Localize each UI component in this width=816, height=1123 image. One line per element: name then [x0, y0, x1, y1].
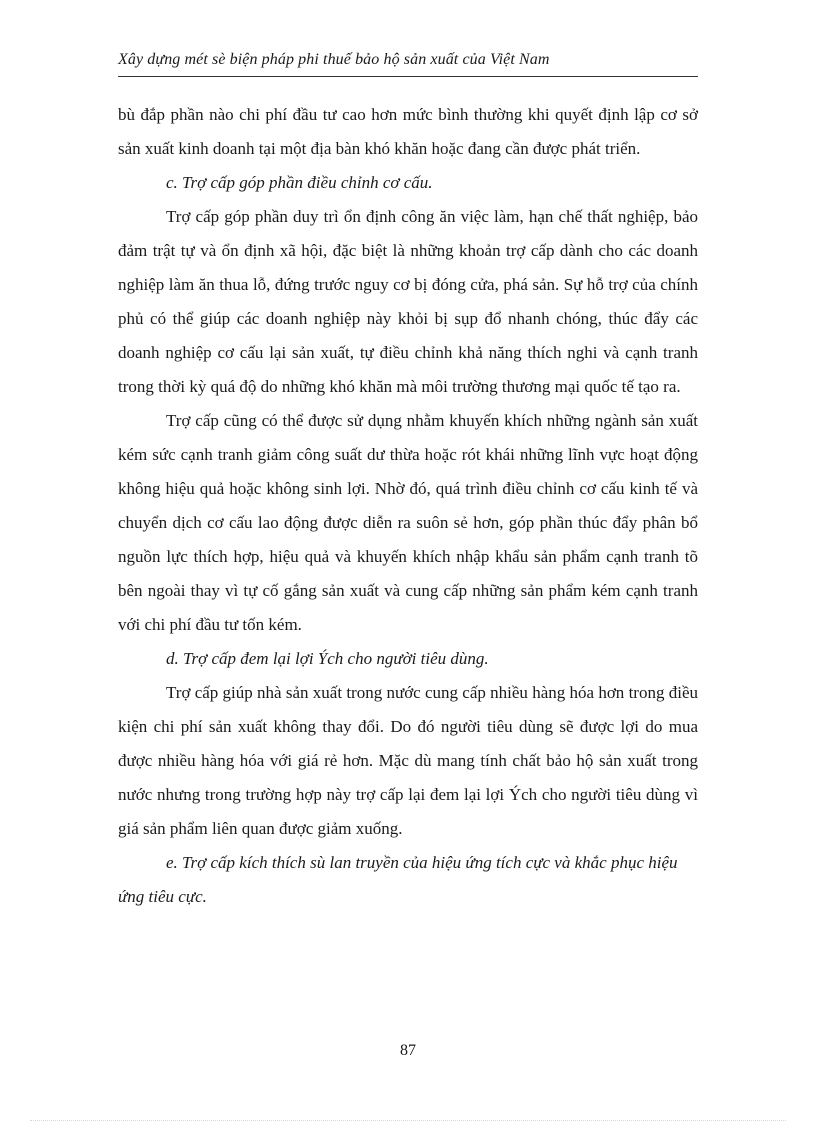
- subsection-heading-c: c. Trợ cấp góp phần điều chỉnh cơ cấu.: [166, 173, 433, 192]
- header-title: Xây dựng mét sè biện pháp phi thuế bảo hộ sản xuất của Việt Nam: [118, 51, 550, 68]
- subsection-heading-e: e. Trợ cấp kích thích sù lan truyền của hiệu ứng tích cực và khắc phục hiệu ứng tiêu cực.: [118, 853, 678, 906]
- body-text: [118, 98, 698, 914]
- paragraph-restructuring-employment: Trợ cấp góp phần duy trì ổn định công ăn việc làm, hạn chế thất nghiệp, bảo đảm trật tự và ổn định xã hội, đặc biệt là những khoản trợ cấp dành cho các doanh nghiệp làm ăn thua lỗ, đứng trước nguy cơ bị đóng cửa, phá sản. Sự hỗ trợ của chính phủ có thể giúp các doanh nghiệp này khỏi bị sụp đổ nhanh chóng, thúc đẩy các doanh nghiệp cơ cấu lại sản xuất, tự điều chỉnh khả năng thích nghi và cạnh tranh trong thời kỳ quá độ do những khó khăn mà môi trường thương mại quốc tế tạo ra.: [118, 207, 698, 396]
- bottom-border-divider: [30, 1120, 786, 1121]
- page-number: 87: [400, 1042, 416, 1059]
- running-header: [118, 49, 698, 77]
- paragraph-consumer-benefit: Trợ cấp giúp nhà sản xuất trong nước cung cấp nhiều hàng hóa hơn trong điều kiện chi phí sản xuất không thay đổi. Do đó người tiêu dùng sẽ được lợi do mua được nhiều hàng hóa với giá rẻ hơn. Mặc dù mang tính chất bảo hộ sản xuất trong nước nhưng trong trường hợp này trợ cấp lại đem lại lợi Ých cho người tiêu dùng vì giá sản phẩm liên quan được giảm xuống.: [118, 683, 698, 838]
- paragraph-continuation: bù đắp phần nào chi phí đầu tư cao hơn mức bình thường khi quyết định lập cơ sở sản xuất kinh doanh tại một địa bàn khó khăn hoặc đang cần được phát triển.: [118, 105, 698, 158]
- subsection-heading-d: d. Trợ cấp đem lại lợi Ých cho người tiêu dùng.: [166, 649, 489, 668]
- paragraph-restructuring-capacity: Trợ cấp cũng có thể được sử dụng nhằm khuyến khích những ngành sản xuất kém sức cạnh tranh giảm công suất dư thừa hoặc rót khái những lĩnh vực hoạt động không hiệu quả hoặc không sinh lợi. Nhờ đó, quá trình điều chỉnh cơ cấu kinh tế và chuyển dịch cơ cấu lao động được diễn ra suôn sẻ hơn, góp phần thúc đẩy phân bổ nguồn lực thích hợp, hiệu quả và khuyến khích nhập khẩu sản phẩm cạnh tranh tõ bên ngoài thay vì tự cố gắng sản xuất và cung cấp những sản phẩm kém cạnh tranh với chi phí đầu tư tốn kém.: [118, 411, 698, 634]
